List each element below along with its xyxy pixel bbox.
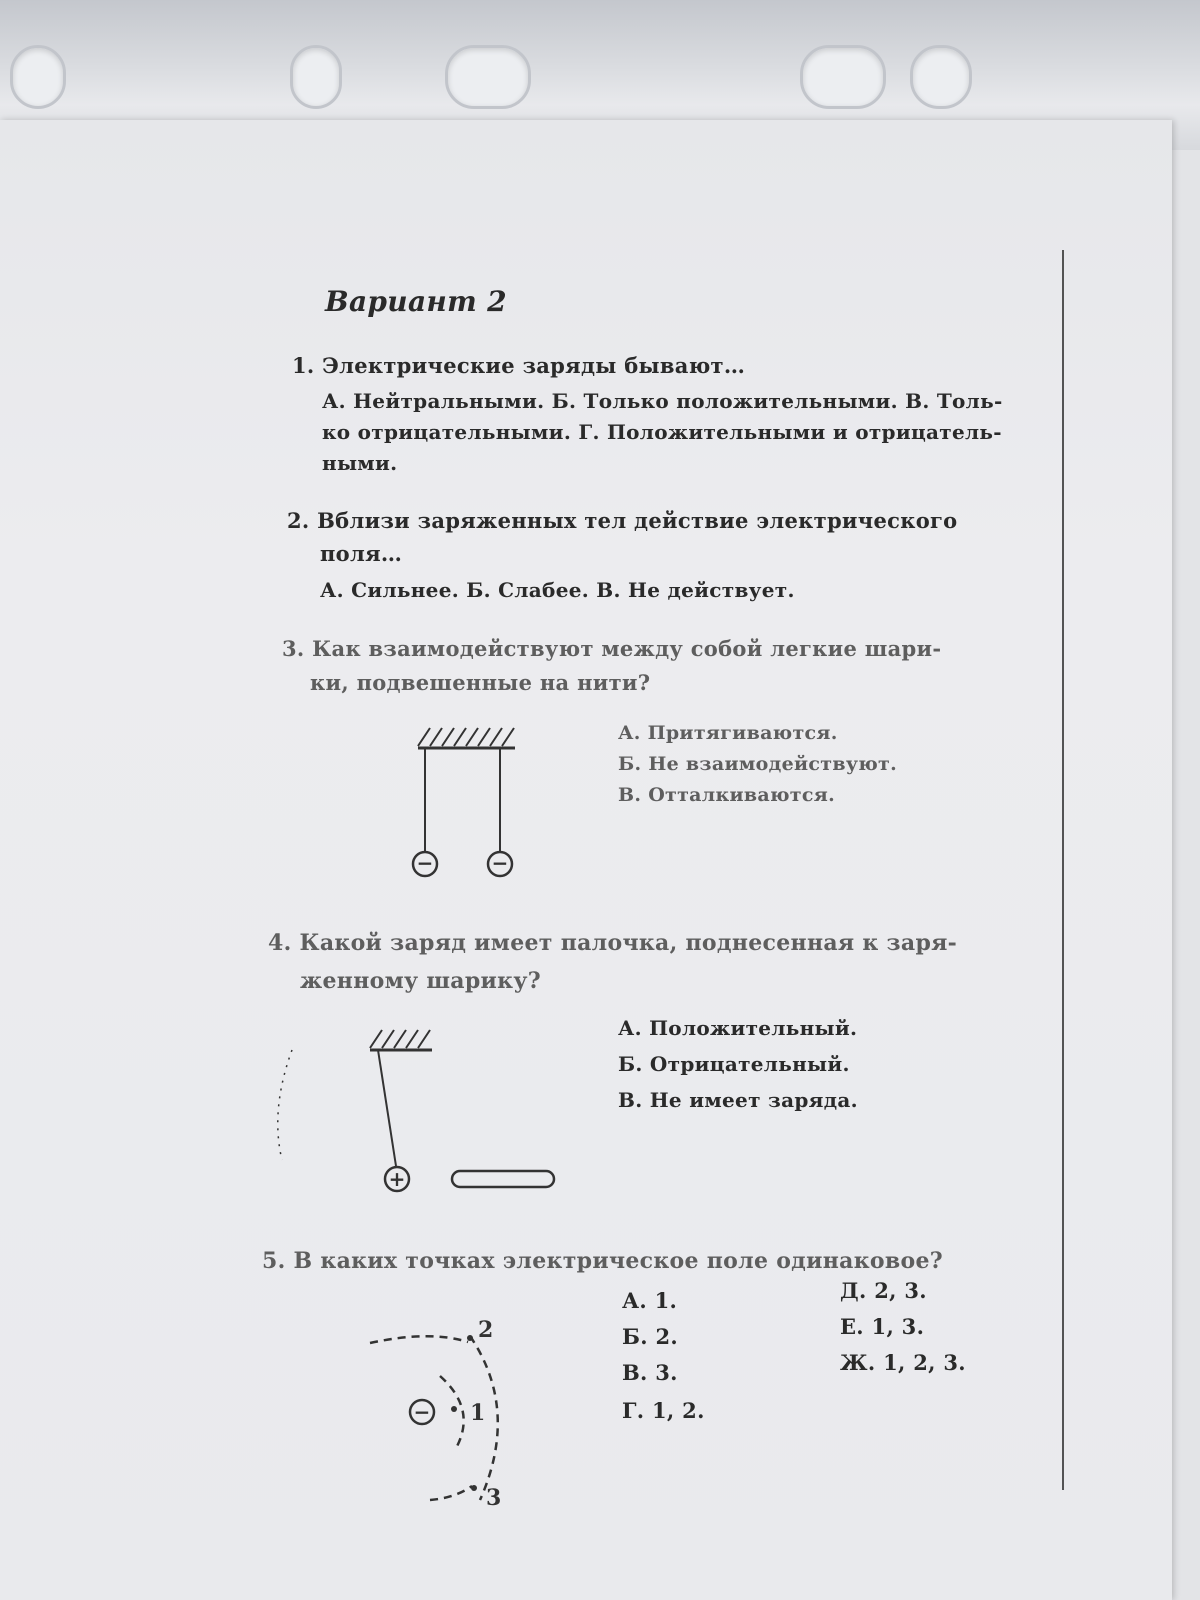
question-5-answer: Г. 1, 2. bbox=[622, 1398, 705, 1423]
field-circle-inner bbox=[440, 1376, 464, 1450]
question-1-answers-line: ными. bbox=[322, 451, 398, 475]
charge-sign: − bbox=[413, 1400, 431, 1424]
question-2-answers: А. Сильнее. Б. Слабее. В. Не действует. bbox=[320, 578, 795, 602]
point-3-marker bbox=[471, 1485, 477, 1491]
point-1-marker bbox=[451, 1406, 457, 1412]
question-3-text: ки, подвешенные на нити? bbox=[310, 670, 651, 695]
question-4-answer: В. Не имеет заряда. bbox=[618, 1088, 858, 1112]
question-4-diagram bbox=[278, 1030, 554, 1191]
thread bbox=[378, 1050, 396, 1166]
question-1-text: 1. Электрические заряды бывают… bbox=[292, 353, 746, 378]
question-3-answer: Б. Не взаимодействуют. bbox=[618, 753, 898, 775]
question-5-answer: Е. 1, 3. bbox=[840, 1314, 925, 1339]
scan-mark bbox=[278, 1050, 292, 1160]
point-label-3: 3 bbox=[486, 1485, 502, 1511]
ball-sign-left: − bbox=[416, 851, 434, 875]
question-2-text: 2. Вблизи заряженных тел действие электрического bbox=[287, 508, 958, 533]
question-3-text: 3. Как взаимодействуют между собой легкие шари- bbox=[282, 636, 942, 661]
question-4-text: женному шарику? bbox=[300, 968, 541, 994]
question-5-text: 5. В каких точках электрическое поле одинаковое? bbox=[262, 1248, 943, 1274]
question-3-answer: В. Отталкиваются. bbox=[618, 784, 835, 806]
question-4-answer: Б. Отрицательный. bbox=[618, 1052, 850, 1076]
question-5-answer: Д. 2, 3. bbox=[840, 1278, 927, 1303]
question-5-answer: Ж. 1, 2, 3. bbox=[840, 1350, 966, 1375]
question-4-text: 4. Какой заряд имеет палочка, поднесенная к заря- bbox=[268, 930, 958, 956]
variant-title: Вариант 2 bbox=[325, 285, 507, 318]
ceiling-hatching bbox=[370, 1030, 430, 1048]
point-label-2: 2 bbox=[478, 1317, 494, 1343]
question-1-answers-line: ко отрицательными. Г. Положительными и отрицатель- bbox=[322, 420, 1002, 444]
question-5-answer: А. 1. bbox=[622, 1288, 678, 1313]
question-5-answer: Б. 2. bbox=[622, 1324, 678, 1349]
question-2-text: поля… bbox=[320, 541, 403, 566]
question-1-answers-line: А. Нейтральными. Б. Только положительными. В. Толь- bbox=[322, 389, 1003, 413]
field-line-bottom bbox=[430, 1486, 472, 1500]
point-label-1: 1 bbox=[470, 1400, 486, 1426]
field-line-top bbox=[370, 1336, 468, 1343]
question-3-answer: А. Притягиваются. bbox=[618, 722, 838, 744]
charged-stick bbox=[452, 1171, 554, 1187]
question-4-answer: А. Положительный. bbox=[618, 1016, 858, 1040]
ball-sign-right: − bbox=[491, 851, 509, 875]
ceiling-hatching bbox=[418, 728, 514, 746]
question-5-answer: В. 3. bbox=[622, 1360, 678, 1385]
ball-sign: + bbox=[388, 1167, 406, 1191]
point-2-marker bbox=[467, 1335, 473, 1341]
